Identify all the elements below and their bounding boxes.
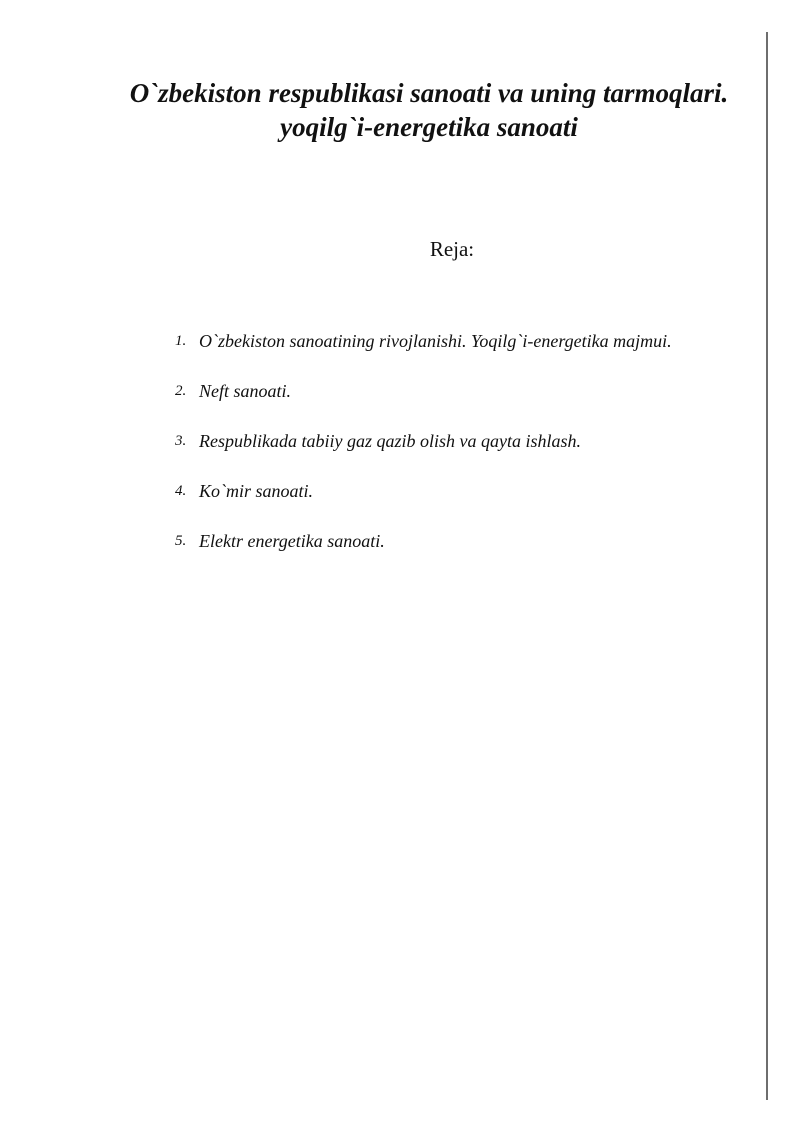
plan-item-text: Neft sanoati. — [199, 381, 292, 401]
plan-list — [175, 316, 735, 566]
plan-item-text: Elektr energetika sanoati. — [199, 531, 385, 551]
plan-item-1 — [175, 316, 735, 366]
plan-item-2 — [175, 366, 735, 416]
plan-item-number: 1. — [175, 333, 187, 349]
plan-item-5 — [175, 516, 735, 566]
plan-item-text: Ko`mir sanoati. — [199, 481, 314, 501]
plan-item-number: 3. — [175, 433, 187, 449]
plan-item-number: 2. — [175, 383, 187, 399]
document-title: O`zbekiston respublikasi sanoati va uning tarmoqlari. yoqilg`i-energetika sanoati — [129, 78, 729, 142]
page-edge-line — [766, 32, 768, 1100]
plan-item-4 — [175, 466, 735, 516]
plan-item-text: O`zbekiston sanoatining rivojlanishi. Yoqilg`i-energetika majmui. — [199, 331, 672, 351]
plan-item-number: 5. — [175, 533, 187, 549]
plan-item-text: Respublikada tabiiy gaz qazib olish va qayta ishlash. — [199, 431, 581, 451]
plan-item-number: 4. — [175, 483, 187, 499]
plan-heading: Reja: — [429, 237, 475, 261]
plan-item-3 — [175, 416, 735, 466]
